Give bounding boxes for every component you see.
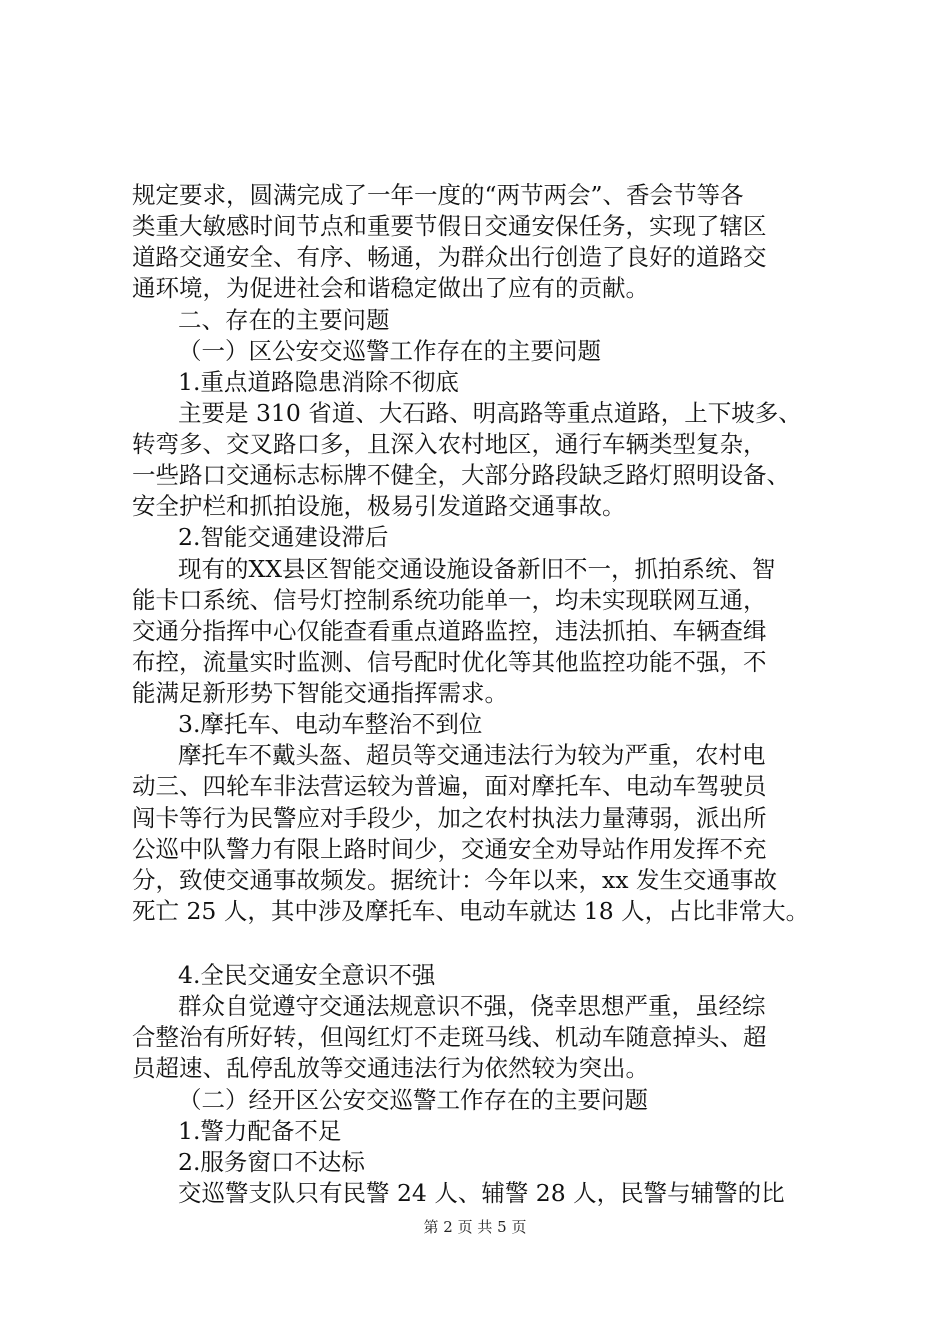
text-line: 能卡口系统、信号灯控制系统功能单一，均未实现联网互通，: [132, 586, 767, 614]
text-line: 合整治有所好转，但闯红灯不走斑马线、机动车随意掉头、超: [132, 1023, 767, 1051]
item-heading: 4.全民交通安全意识不强: [178, 961, 436, 989]
page-footer: 第 2 页 共 5 页: [423, 1218, 527, 1236]
text-line: 安全护栏和抓拍设施，极易引发道路交通事故。: [132, 492, 626, 520]
subsection-heading: （二）经开区公安交巡警工作存在的主要问题: [178, 1086, 648, 1114]
text-line: 动三、四轮车非法营运较为普遍，面对摩托车、电动车驾驶员: [132, 772, 767, 800]
section-heading: 二、存在的主要问题: [178, 306, 390, 334]
text-line: 布控，流量实时监测、信号配时优化等其他监控功能不强，不: [132, 648, 767, 676]
text-line: 规定要求，圆满完成了一年一度的“两节两会”、香会节等各: [132, 181, 744, 209]
text-line: 闯卡等行为民警应对手段少，加之农村执法力量薄弱，派出所: [132, 804, 767, 832]
text-line: 转弯多、交叉路口多，且深入农村地区，通行车辆类型复杂，: [132, 430, 767, 458]
text-line: 主要是 310 省道、大石路、明高路等重点道路，上下坡多、: [178, 399, 802, 427]
item-heading: 2.智能交通建设滞后: [178, 523, 389, 551]
text-line: 交巡警支队只有民警 24 人、辅警 28 人，民警与辅警的比: [178, 1179, 785, 1207]
text-line: 一些路口交通标志标牌不健全，大部分路段缺乏路灯照明设备、: [132, 461, 790, 489]
text-line: 公巡中队警力有限上路时间少，交通安全劝导站作用发挥不充: [132, 835, 767, 863]
text-line: 交通分指挥中心仅能查看重点道路监控，违法抓拍、车辆查缉: [132, 617, 767, 645]
text-line: 类重大敏感时间节点和重要节假日交通安保任务，实现了辖区: [132, 212, 767, 240]
item-heading: 3.摩托车、电动车整治不到位: [178, 710, 483, 738]
text-line: 群众自觉遵守交通法规意识不强，侥幸思想严重，虽经综: [178, 992, 766, 1020]
text-line: 摩托车不戴头盔、超员等交通违法行为较为严重，农村电: [178, 741, 766, 769]
text-line: 能满足新形势下智能交通指挥需求。: [132, 679, 508, 707]
subsection-heading: （一）区公安交巡警工作存在的主要问题: [178, 337, 601, 365]
text-line: 道路交通安全、有序、畅通，为群众出行创造了良好的道路交: [132, 243, 767, 271]
item-heading: 1.重点道路隐患消除不彻底: [178, 368, 459, 396]
item-heading: 2.服务窗口不达标: [178, 1148, 365, 1176]
item-heading: 1.警力配备不足: [178, 1117, 342, 1145]
text-line: 现有的XX县区智能交通设施设备新旧不一，抓拍系统、智: [178, 555, 776, 583]
text-line: 员超速、乱停乱放等交通违法行为依然较为突出。: [132, 1054, 649, 1082]
text-line: 分，致使交通事故频发。据统计：今年以来，xx 发生交通事故: [132, 866, 777, 894]
text-line: 死亡 25 人，其中涉及摩托车、电动车就达 18 人，占比非常大。: [132, 897, 810, 925]
text-line: 通环境，为促进社会和谐稳定做出了应有的贡献。: [132, 274, 649, 302]
